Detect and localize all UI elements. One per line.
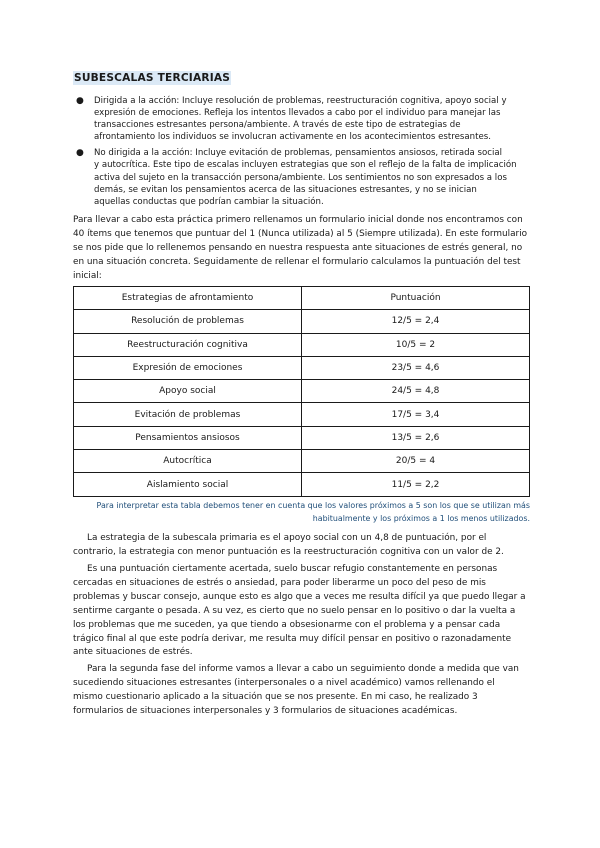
bullet-dot-icon: ●	[76, 96, 84, 106]
text-line: La estrategia de la subescala primaria es el apoyo social con un 4,8 de puntuación, por el	[87, 533, 487, 543]
text-line: los problemas que me suceden, ya que tiendo a obsesionarme con el problema y a pensar cada	[73, 619, 501, 630]
text-line: formularios de situaciones interpersonales y 3 formularios de situaciones académicas.	[73, 705, 458, 716]
table-header-row	[74, 287, 530, 310]
paragraph-second-phase	[73, 663, 531, 719]
text-line: en una situación concreta. Seguidamente de rellenar el formulario calculamos la puntuación del test	[73, 256, 521, 267]
strategy-cell: Resolución de problemas	[74, 310, 302, 333]
strategy-cell: Aislamiento social	[74, 473, 302, 496]
table-row	[74, 356, 530, 379]
text-line: problemas y buscar consejo, aunque esto es algo que a veces me resulta difícil ya que puedo llegar a	[73, 591, 526, 602]
text-line: afrontamiento los individuos se involucran activamente en los acontecimientos estresantes.	[94, 132, 491, 143]
text-line: mismo cuestionario aplicado a la situación que se nos presente. En mi caso, he realizado 3	[73, 691, 478, 702]
strategy-cell: Reestructuración cognitiva	[74, 333, 302, 356]
paragraph-reflection	[73, 563, 531, 660]
score-cell: 23/5 = 4,6	[302, 356, 530, 379]
text-line: cercadas en situaciones de estrés o ansiedad, para poder liberarme un poco del peso de mis	[73, 577, 486, 588]
table-row	[74, 380, 530, 403]
table-row	[74, 310, 530, 333]
text-line: transacciones estresantes persona/ambiente. A través de este tipo de estrategias de	[94, 120, 461, 131]
score-cell: 20/5 = 4	[302, 450, 530, 473]
text-line: expresión de emociones. Refleja los intentos llevados a cabo por el individuo para manejar las	[94, 108, 501, 119]
score-cell: 10/5 = 2	[302, 333, 530, 356]
coping-scores-table	[73, 286, 530, 497]
text-line: contrario, la estrategia con menor puntuación es la reestructuración cognitiva con un valor de 2.	[73, 546, 504, 557]
text-line: trágico final al que este podría derivar, me resulta muy difícil pensar en positivo o razonadamente	[73, 633, 512, 644]
text-line: inicial:	[73, 270, 102, 281]
strategy-cell: Expresión de emociones	[74, 356, 302, 379]
score-cell: 12/5 = 2,4	[302, 310, 530, 333]
text-line: activa del sujeto en la transacción persona/ambiente. Los sentimientos no son expresados a los	[94, 172, 507, 183]
column-header-score: Puntuación	[302, 287, 530, 310]
text-line: sentirme cargante o pesada. A su vez, es cierto que no suelo pensar en lo positivo o dar la vuelta a	[73, 605, 516, 616]
text-line: ante situaciones de estrés.	[73, 647, 193, 658]
bullet-item-action	[76, 95, 536, 143]
table-caption	[73, 500, 530, 525]
text-line: No dirigida a la acción: Incluye evitación de problemas, pensamientos ansiosos, retirada social	[94, 148, 503, 159]
column-header-strategy: Estrategias de afrontamiento	[74, 287, 302, 310]
table-row	[74, 403, 530, 426]
table-row	[74, 426, 530, 449]
score-cell: 17/5 = 3,4	[302, 403, 530, 426]
table-row	[74, 333, 530, 356]
text-line: 40 ítems que tenemos que puntuar del 1 (Nunca utilizada) al 5 (Siempre utilizada). En este formulario	[73, 228, 528, 239]
bullet-item-non-action	[76, 147, 536, 207]
text-line: demás, se evitan los pensamientos acerca de las situaciones estresantes, y no se inician	[94, 184, 477, 195]
text-line: y autocrítica. Este tipo de escalas incluyen estrategias que son el reflejo de la falta de implicación	[94, 160, 517, 171]
table-row	[74, 450, 530, 473]
text-line: Para llevar a cabo esta práctica primero rellenamos un formulario inicial donde nos encontramos con	[73, 215, 523, 225]
strategy-cell: Apoyo social	[74, 380, 302, 403]
score-cell: 13/5 = 2,6	[302, 426, 530, 449]
table-row	[74, 473, 530, 496]
text-line: sucediendo situaciones estresantes (interpersonales o a nivel académico) vamos rellenando el	[73, 677, 495, 688]
text-line: habitualmente y los próximos a 1 los menos utilizados.	[312, 513, 530, 523]
text-line: Dirigida a la acción: Incluye resolución de problemas, reestructuración cognitiva, apoyo social y	[94, 96, 507, 106]
text-line: se nos pide que lo rellenemos pensando en nuestra respuesta ante situaciones de estrés general, no	[73, 242, 523, 253]
subscale-bullet-list	[76, 95, 536, 212]
strategy-cell: Autocrítica	[74, 450, 302, 473]
section-heading: SUBESCALAS TERCIARIAS	[74, 72, 231, 84]
text-line: Es una puntuación ciertamente acertada, suelo buscar refugio constantemente en personas	[87, 564, 498, 574]
score-cell: 11/5 = 2,2	[302, 473, 530, 496]
text-line: Para la segunda fase del informe vamos a llevar a cabo un seguimiento donde a medida que van	[87, 664, 519, 674]
strategy-cell: Pensamientos ansiosos	[74, 426, 302, 449]
bullet-dot-icon: ●	[76, 148, 84, 159]
score-cell: 24/5 = 4,8	[302, 380, 530, 403]
paragraph-primary-strategy	[73, 532, 531, 560]
strategy-cell: Evitación de problemas	[74, 403, 302, 426]
text-line: Para interpretar esta tabla debemos tener en cuenta que los valores próximos a 5 son los que se utilizan más	[96, 501, 530, 510]
text-line: aquellas conductas que podrían cambiar la situación.	[94, 196, 324, 207]
intro-paragraph	[73, 214, 531, 284]
